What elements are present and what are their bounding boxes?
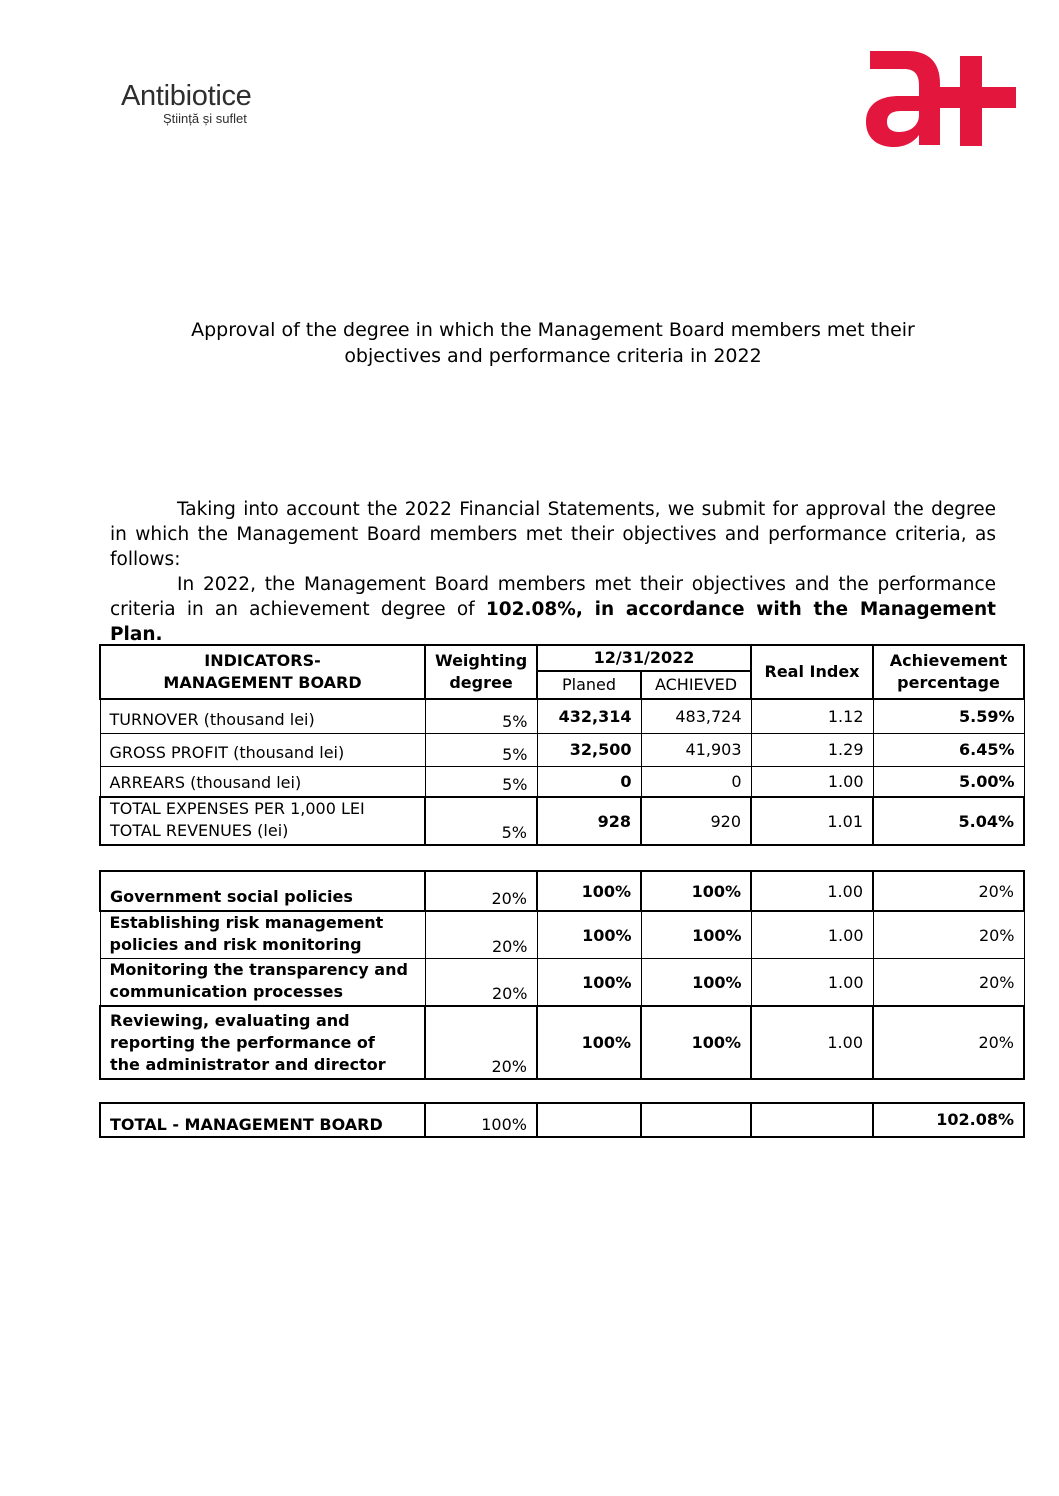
- percentage-cell: 5.00%: [873, 766, 1024, 797]
- table-row: [100, 959, 1024, 1007]
- table-row: [100, 733, 1024, 766]
- planed-cell: 432,314: [537, 699, 641, 733]
- real-index-cell: 1.00: [751, 766, 873, 797]
- weight-cell: 5%: [425, 733, 537, 766]
- indicator-line: Reviewing, evaluating and: [110, 1011, 350, 1030]
- indicator-line: TOTAL REVENUES (lei): [110, 821, 289, 840]
- header-weighting-line1: Weighting: [435, 651, 528, 670]
- total-real-index: [751, 1103, 873, 1137]
- indicator-line: Monitoring the transparency and: [109, 960, 408, 979]
- document-title: [100, 317, 1006, 369]
- aplus-logo: [866, 51, 1016, 147]
- intro-paragraph-2-text: In 2022, the Management Board members met their objectives and the performance criteria in an achievement degree of: [110, 574, 996, 620]
- percentage-cell: 5.04%: [873, 797, 1024, 845]
- total-planed: [537, 1103, 641, 1137]
- weight-cell: 20%: [425, 959, 537, 1007]
- indicator-cell: [100, 911, 425, 959]
- achieved-cell: 483,724: [641, 699, 751, 733]
- header-weighting: [425, 645, 537, 699]
- weight-cell: 5%: [425, 699, 537, 733]
- percentage-cell: 20%: [873, 959, 1024, 1007]
- achieved-cell: 0: [641, 766, 751, 797]
- indicator-line: GROSS PROFIT (thousand lei): [109, 742, 345, 762]
- achieved-cell: 100%: [641, 871, 751, 911]
- indicator-line: policies and risk monitoring: [109, 935, 362, 954]
- indicator-line: Government social policies: [110, 887, 353, 906]
- title-line-1: Approval of the degree in which the Management Board members met their: [191, 319, 915, 341]
- planed-cell: 32,500: [537, 733, 641, 766]
- intro-text: [110, 497, 996, 647]
- total-percentage: 102.08%: [873, 1103, 1024, 1137]
- title-line-2: objectives and performance criteria in 2022: [344, 345, 762, 367]
- weight-cell: 20%: [425, 911, 537, 959]
- indicator-cell: [100, 733, 425, 766]
- company-name: Antibiotice: [121, 80, 252, 112]
- achieved-cell: 920: [641, 797, 751, 845]
- planed-cell: 100%: [537, 871, 641, 911]
- weight-cell: 20%: [425, 1006, 537, 1079]
- table-row: [100, 911, 1024, 959]
- financial-rows: [100, 699, 1024, 845]
- percentage-cell: 20%: [873, 1006, 1024, 1079]
- table-row: [100, 699, 1024, 733]
- achieved-cell: 100%: [641, 1006, 751, 1079]
- header-achieved: ACHIEVED: [641, 671, 751, 699]
- planed-cell: 928: [537, 797, 641, 845]
- table-row: [100, 797, 1024, 845]
- header-indicators-line2: MANAGEMENT BOARD: [163, 673, 362, 692]
- real-index-cell: 1.29: [751, 733, 873, 766]
- total-table: [99, 1102, 1025, 1138]
- header-achievement-line1: Achievement: [889, 651, 1008, 670]
- header-real-index: Real Index: [751, 645, 873, 699]
- real-index-cell: 1.00: [751, 911, 873, 959]
- aplus-logo-mark: [866, 51, 1016, 147]
- table-row: [100, 1006, 1024, 1079]
- indicator-line: ARREARS (thousand lei): [109, 773, 302, 792]
- indicator-cell: [100, 871, 425, 911]
- total-achieved: [641, 1103, 751, 1137]
- intro-paragraph-1: Taking into account the 2022 Financial Statements, we submit for approval the degree in which the Management Board members met their objectives and performance criteria, as follows:: [110, 499, 996, 570]
- policy-rows: [100, 871, 1024, 1079]
- total-label: TOTAL - MANAGEMENT BOARD: [100, 1103, 425, 1137]
- indicator-line: communication processes: [109, 982, 344, 1001]
- header-date: 12/31/2022: [537, 645, 751, 671]
- real-index-cell: 1.12: [751, 699, 873, 733]
- percentage-cell: 5.59%: [873, 699, 1024, 733]
- weight-cell: 20%: [425, 871, 537, 911]
- indicator-cell: [100, 1006, 425, 1079]
- percentage-cell: 20%: [873, 911, 1024, 959]
- intro-paragraph-2: [110, 572, 996, 647]
- real-index-cell: 1.00: [751, 959, 873, 1007]
- header-weighting-line2: degree: [449, 673, 513, 692]
- indicator-line: TURNOVER (thousand lei): [109, 709, 315, 729]
- weight-cell: 5%: [425, 766, 537, 797]
- total-weight: 100%: [425, 1103, 537, 1137]
- indicator-line: Establishing risk management: [109, 913, 384, 932]
- real-index-cell: 1.00: [751, 871, 873, 911]
- real-index-cell: 1.01: [751, 797, 873, 845]
- indicator-cell: [100, 699, 425, 733]
- header-indicators-line1: INDICATORS-: [204, 651, 321, 670]
- company-logo-text: [121, 80, 252, 126]
- indicator-cell: [100, 959, 425, 1007]
- financial-indicators-table: [99, 644, 1025, 846]
- intro-paragraph-2-bold: 102.08%, in accordance with the Management Plan.: [110, 599, 996, 645]
- real-index-cell: 1.00: [751, 1006, 873, 1079]
- header-indicators: [100, 645, 425, 699]
- indicator-line: reporting the performance of: [110, 1033, 375, 1052]
- policy-indicators-table: [99, 870, 1025, 1080]
- planed-cell: 100%: [537, 911, 641, 959]
- planed-cell: 0: [537, 766, 641, 797]
- indicator-line: the administrator and director: [110, 1055, 386, 1074]
- table-row: [100, 871, 1024, 911]
- total-row: [100, 1103, 1024, 1137]
- indicator-cell: [100, 766, 425, 797]
- indicator-cell: [100, 797, 425, 845]
- header-achievement-line2: percentage: [897, 673, 1000, 692]
- header-achievement: [873, 645, 1024, 699]
- achieved-cell: 41,903: [641, 733, 751, 766]
- achieved-cell: 100%: [641, 911, 751, 959]
- planed-cell: 100%: [537, 959, 641, 1007]
- indicator-line: TOTAL EXPENSES PER 1,000 LEI: [110, 799, 365, 818]
- weight-cell: 5%: [425, 797, 537, 845]
- table-row: [100, 766, 1024, 797]
- planed-cell: 100%: [537, 1006, 641, 1079]
- company-tagline: Știință și suflet: [163, 111, 247, 126]
- header-planed: Planed: [537, 671, 641, 699]
- achieved-cell: 100%: [641, 959, 751, 1007]
- percentage-cell: 20%: [873, 871, 1024, 911]
- percentage-cell: 6.45%: [873, 733, 1024, 766]
